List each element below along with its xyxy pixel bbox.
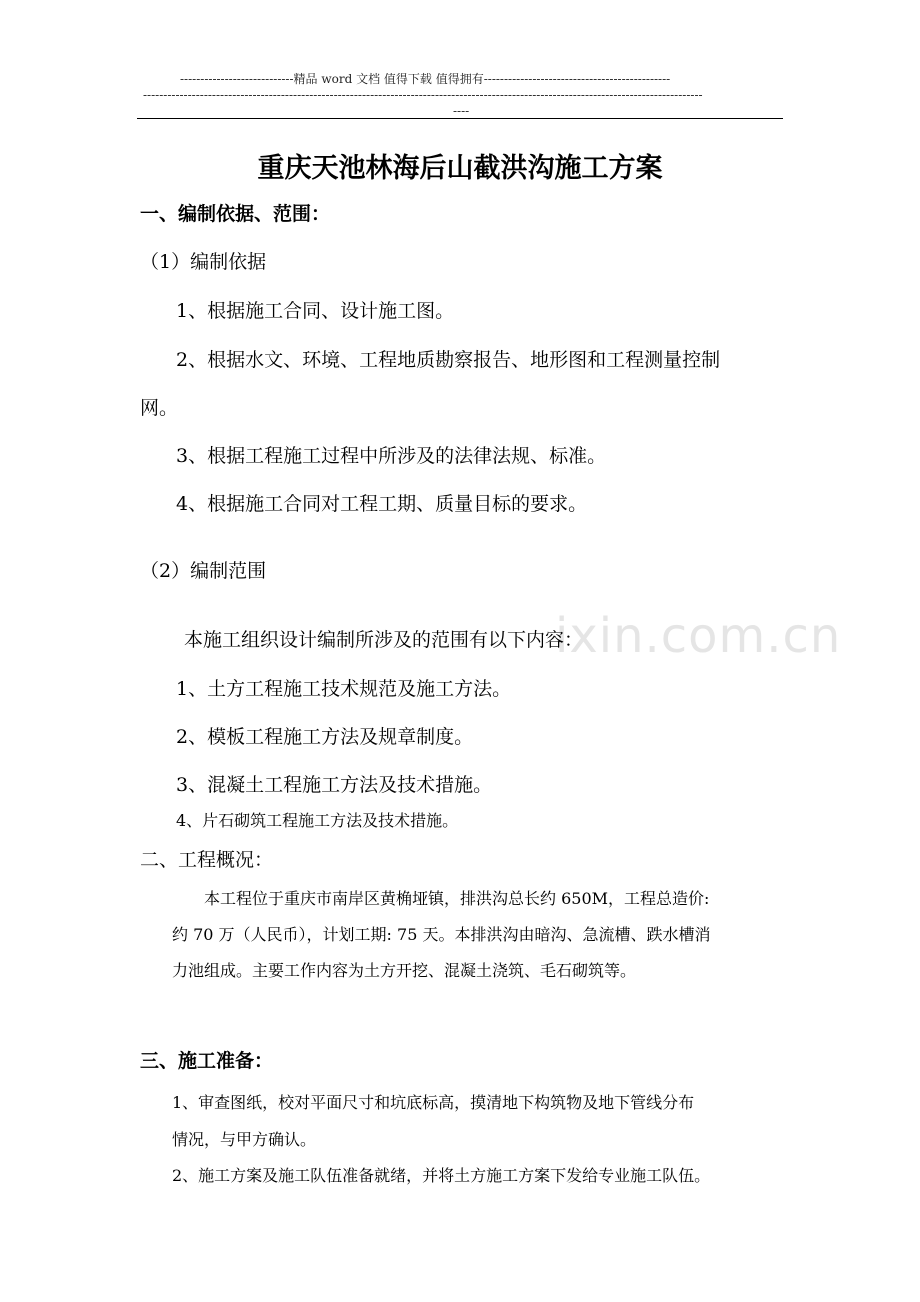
scope-intro: 本施工组织设计编制所涉及的范围有以下内容： — [184, 629, 584, 651]
basis-item-2-cont: 网。 — [140, 397, 179, 419]
preparation-line-1: 1、审查图纸，校对平面尺寸和坑底标高，摸清地下构筑物及地下管线分布 — [172, 1093, 695, 1112]
watermark: ixin.com.cn — [555, 608, 842, 664]
overview-line-3: 力池组成。主要工作内容为土方开挖、混凝土浇筑、毛石砌筑等。 — [172, 961, 637, 980]
document-title: 重庆天池林海后山截洪沟施工方案 — [257, 153, 663, 184]
page-header-dash-line: ------------------------------------------------------------------------------------------------------------------------------------------ — [143, 88, 703, 102]
preparation-line-3: 2、施工方案及施工队伍准备就绪，并将土方施工方案下发给专业施工队伍。 — [172, 1166, 711, 1185]
scope-item-2: 2、模板工程施工方法及规章制度。 — [176, 726, 474, 748]
basis-item-3: 3、根据工程施工过程中所涉及的法律法规、标准。 — [176, 445, 607, 467]
scope-item-4: 4、片石砌筑工程施工方法及技术措施。 — [176, 811, 459, 830]
overview-line-2: 约 70 万（人民币），计划工期: 75 天。本排洪沟由暗沟、急流槽、跌水槽消 — [172, 925, 711, 944]
overview-line-1: 本工程位于重庆市南岸区黄桷垭镇，排洪沟总长约 650M，工程总造价: — [204, 889, 710, 908]
section-heading-basis-scope: 一、编制依据、范围： — [140, 203, 331, 225]
scope-item-1: 1、土方工程施工技术规范及施工方法。 — [176, 678, 512, 700]
page-header-dash-tail: ---- — [453, 104, 470, 118]
scope-item-3: 3、混凝土工程施工方法及技术措施。 — [176, 774, 493, 796]
basis-item-1: 1、根据施工合同、设计施工图。 — [176, 300, 455, 322]
section-heading-overview: 二、工程概况： — [140, 849, 274, 871]
header-rule — [137, 118, 783, 119]
basis-item-4: 4、根据施工合同对工程工期、质量目标的要求。 — [176, 493, 588, 515]
page-header-line: ----------------------------精品 word 文档 值得下载 值得拥有---------------------------------------------- — [180, 72, 671, 86]
section-heading-preparation: 三、施工准备： — [140, 1050, 274, 1072]
subheading-basis: （1）编制依据 — [140, 251, 267, 273]
subheading-scope: （2）编制范围 — [140, 560, 267, 582]
basis-item-2: 2、根据水文、环境、工程地质勘察报告、地形图和工程测量控制 — [176, 349, 721, 371]
preparation-line-2: 情况，与甲方确认。 — [172, 1130, 317, 1149]
